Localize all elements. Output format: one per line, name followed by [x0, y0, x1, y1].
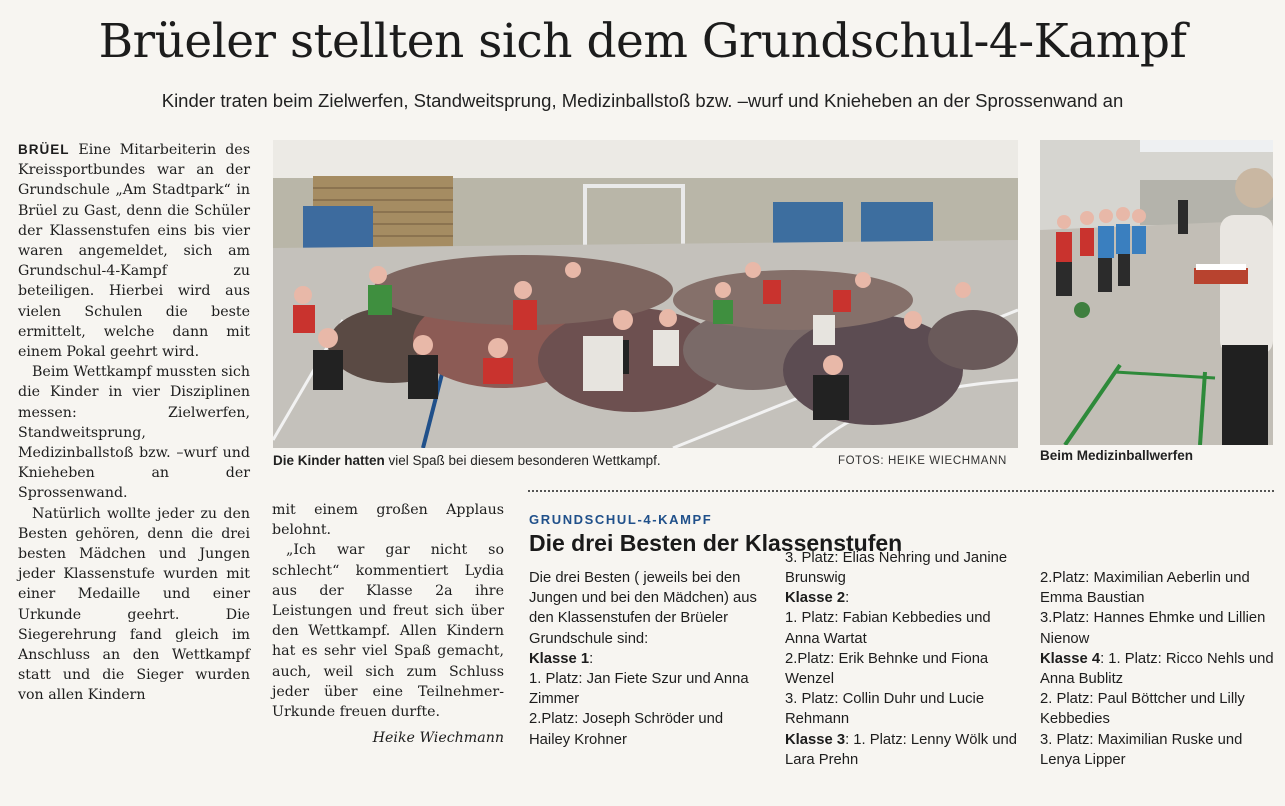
article-paragraph-3: Natürlich wollte jeder zu den Besten gehören, denn die drei besten Mädchen und Jungen jeder Klassenstufe wurden mit einer Medaille und einer Urkunde geehrt. Die Siegerehrung fand gleich im Anschluss an den Wettkampf statt und die Sieger wurden von allen Kindern: [18, 505, 250, 704]
article-text-1: Eine Mitarbeiterin des Kreissportbundes war an der Grundschule „Am Stadtpark“ in Brüel zu Gast, denn die Schüler der Klassenstufen eins bis vier waren angemeldet, sich am Grundschul-4-Kampf zu beteiligen. Hierbei wird aus vielen Schulen die beste ermittelt, welche dann mit einem Pokal geehrt wird.: [18, 142, 250, 361]
klasse-2-place-1: 1. Platz: Fabian Kebbedies und Anna Wartat: [785, 610, 991, 647]
klasse-1-label: Klasse 1: [529, 650, 590, 667]
klasse-2-heading: [785, 588, 1021, 608]
klasse-2-colon: :: [845, 590, 850, 607]
klasse-4-place-1-text: : 1. Platz: Ricco Nehls und Anna Bublitz: [1040, 650, 1274, 688]
article-column-1: [18, 140, 250, 706]
dateline: BRÜEL: [18, 142, 70, 157]
klasse-3-place-1: [785, 730, 1021, 770]
photo-medicine-ball: [1040, 140, 1273, 445]
byline: Heike Wiechmann: [372, 730, 504, 747]
klasse-4-place-2: 2. Platz: Paul Böttcher und Lilly Kebbedies: [1040, 691, 1245, 728]
photo-credit: FOTOS: HEIKE WIECHMANN: [838, 455, 1007, 467]
klasse-3-place-3: 3.Platz: Hannes Ehmke und Lillien Nienow: [1040, 610, 1266, 647]
infobox-column-2: [785, 549, 1021, 770]
gym-photo-illustration: [273, 140, 1018, 448]
photo-children-gym: [273, 140, 1018, 448]
side-photo-caption: Beim Medizinballwerfen: [1040, 448, 1194, 463]
klasse-3-place-1-text: : 1. Platz: Lenny Wölk und Lara Prehn: [785, 731, 1017, 768]
infobox-kicker: GRUNDSCHUL-4-KAMPF: [529, 512, 713, 527]
headline: Brüeler stellten sich dem Grundschul-4-Kampf: [98, 14, 1187, 69]
caption-bold: Die Kinder hatten: [273, 453, 385, 468]
article-paragraph-5: „Ich war gar nicht so schlecht“ kommentiert Lydia aus der Klasse 2a ihre Leistungen und freut sich über den Wettkampf. Allen Kindern hat es sehr viel Spaß gemacht, auch, weil sich zum Schluss jeder über eine Teilnehmer-Urkunde freuen durfte.: [272, 542, 504, 721]
klasse-1-heading: [529, 649, 765, 669]
klasse-2-place-3: 3. Platz: Collin Duhr und Lucie Rehmann: [785, 691, 985, 728]
klasse-1-colon: :: [589, 650, 594, 667]
klasse-4-label: Klasse 4: [1040, 650, 1101, 667]
article-paragraph-2: Beim Wettkampf mussten sich die Kinder in vier Disziplinen messen: Zielwerfen, Standweitsprung, Medizinballstoß bzw. –wurf und Knieheben an der Sprossenwand.: [18, 364, 250, 502]
subheadline: Kinder traten beim Zielwerfen, Standweitsprung, Medizinballstoß bzw. –wurf und Knieheben an der Sprossenwand an: [161, 90, 1124, 111]
infobox-column-3: [1040, 568, 1280, 770]
klasse-1-place-3: 3. Platz: Elias Nehring und Janine Brunswig: [785, 549, 1008, 587]
klasse-4-place-1: [1040, 649, 1280, 689]
klasse-2-label: Klasse 2: [785, 590, 846, 607]
caption-rest: viel Spaß bei diesem besonderen Wettkampf.: [384, 453, 661, 468]
klasse-3-place-2: 2.Platz: Maximilian Aeberlin und Emma Baustian: [1040, 570, 1250, 607]
infobox-title: Die drei Besten der Klassenstufen: [529, 530, 903, 556]
klasse-3-label: Klasse 3: [785, 731, 846, 748]
article-column-2: [272, 500, 504, 748]
klasse-1-place-1: 1. Platz: Jan Fiete Szur und Anna Zimmer: [529, 671, 749, 708]
klasse-1-place-2: 2.Platz: Joseph Schröder und Hailey Krohner: [529, 711, 724, 748]
article-paragraph-4: mit einem großen Applaus belohnt.: [272, 502, 504, 539]
dotted-divider: [528, 490, 1274, 492]
article-paragraph-1: [18, 140, 250, 362]
klasse-4-place-3: 3. Platz: Maximilian Ruske und Lenya Lipper: [1040, 731, 1243, 768]
medicine-ball-photo-illustration: [1040, 140, 1273, 445]
klasse-2-place-2: 2.Platz: Erik Behnke und Fiona Wenzel: [785, 650, 989, 688]
infobox-intro: Die drei Besten ( jeweils bei den Jungen und bei den Mädchen) aus den Klassenstufen der Brüeler Grundschule sind:: [529, 570, 757, 647]
main-photo-caption: [273, 453, 661, 468]
infobox-column-1: [529, 568, 765, 750]
